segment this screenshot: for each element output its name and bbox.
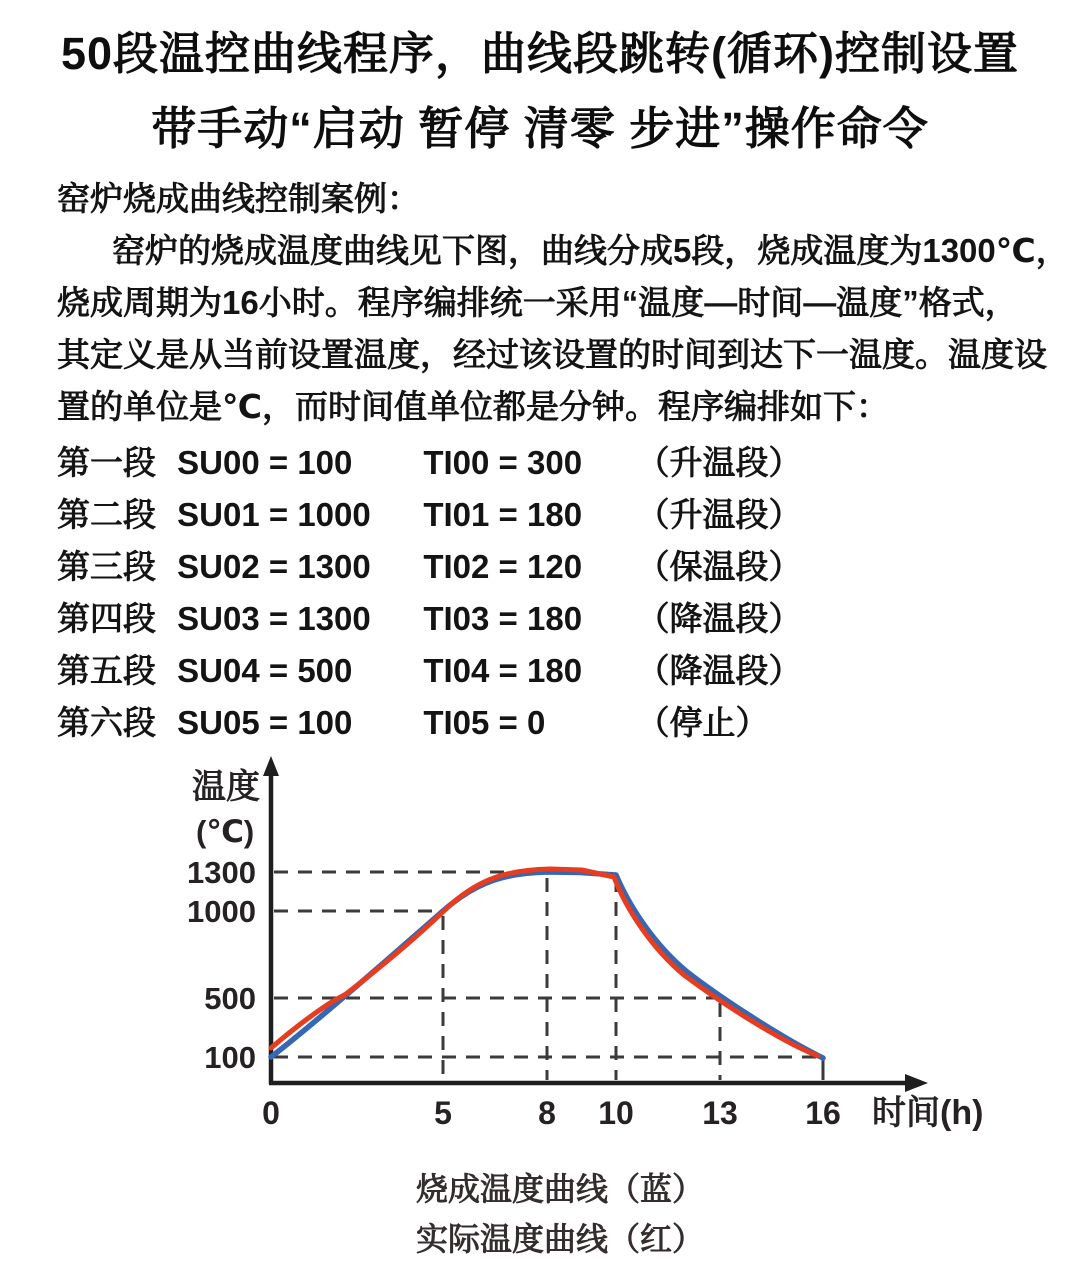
segment-label: 第六段 xyxy=(57,704,156,741)
xtick-0: 0 xyxy=(262,1095,280,1131)
program-line-3 xyxy=(57,541,1050,593)
intro-line: 置的单位是℃，而时间值单位都是分钟。程序编排如下： xyxy=(57,388,889,425)
y-axis-arrow-icon xyxy=(263,756,279,776)
legend-set-curve: 烧成温度曲线（蓝） xyxy=(415,1171,704,1207)
intro-line: 窑炉的烧成温度曲线见下图，曲线分成5段，烧成温度为1300℃， xyxy=(112,232,1069,269)
program-listing xyxy=(57,437,1050,749)
su-value: SU02 = 1300 xyxy=(177,548,371,585)
ytick-1000: 1000 xyxy=(187,894,256,929)
title-line-1: 50段温控曲线程序，曲线段跳转(循环)控制设置 xyxy=(60,28,1020,79)
ti-value: TI03 = 180 xyxy=(423,600,583,637)
ytick-500: 500 xyxy=(204,981,256,1016)
ti-value: TI05 = 0 xyxy=(423,704,546,741)
intro-line: 其定义是从当前设置温度，经过该设置的时间到达下一温度。温度设 xyxy=(57,336,1047,373)
chart-legend xyxy=(20,1164,1080,1264)
program-line-6 xyxy=(57,697,1050,749)
ti-value: TI00 = 300 xyxy=(423,444,583,481)
segment-label: 第四段 xyxy=(57,600,156,637)
intro-heading: 窑炉烧成曲线控制案例： xyxy=(57,180,420,217)
actual-temperature-curve xyxy=(271,869,818,1056)
xtick-13: 13 xyxy=(702,1095,738,1131)
su-value: SU00 = 100 xyxy=(177,444,353,481)
segment-note: （降温段） xyxy=(636,600,802,637)
page-title xyxy=(0,16,1080,166)
ytick-100: 100 xyxy=(204,1040,256,1075)
segment-label: 第三段 xyxy=(57,548,156,585)
segment-note: （降温段） xyxy=(636,652,802,689)
xtick-16: 16 xyxy=(805,1095,841,1131)
y-axis-unit-label: (℃) xyxy=(196,814,255,849)
x-axis-label: 时间(h) xyxy=(872,1094,984,1132)
ytick-1300: 1300 xyxy=(187,855,256,890)
xtick-5: 5 xyxy=(434,1095,452,1131)
segment-note: （保温段） xyxy=(636,548,802,585)
program-line-1 xyxy=(57,437,1050,489)
segment-label: 第五段 xyxy=(57,652,156,689)
segment-label: 第一段 xyxy=(57,444,156,481)
ti-value: TI01 = 180 xyxy=(423,496,583,533)
x-axis-arrow-icon xyxy=(905,1074,928,1092)
xtick-8: 8 xyxy=(538,1095,556,1131)
segment-note: （停止） xyxy=(636,704,769,741)
su-value: SU04 = 500 xyxy=(177,652,353,689)
legend-actual-curve: 实际温度曲线（红） xyxy=(415,1221,704,1257)
temperature-curve-chart xyxy=(150,748,1030,1148)
segment-label: 第二段 xyxy=(57,496,156,533)
title-line-2: 带手动“启动 暂停 清零 步进”操作命令 xyxy=(151,103,929,154)
program-line-2 xyxy=(57,489,1050,541)
ti-value: TI04 = 180 xyxy=(423,652,583,689)
segment-note: （升温段） xyxy=(636,496,802,533)
program-line-4 xyxy=(57,593,1050,645)
intro-line: 烧成周期为16小时。程序编排统一采用“温度—时间—温度”格式， xyxy=(57,284,1018,321)
program-line-5 xyxy=(57,645,1050,697)
y-axis-label: 温度 xyxy=(192,768,260,806)
ti-value: TI02 = 120 xyxy=(423,548,583,585)
xtick-10: 10 xyxy=(598,1095,634,1131)
su-value: SU05 = 100 xyxy=(177,704,353,741)
su-value: SU01 = 1000 xyxy=(177,496,371,533)
su-value: SU03 = 1300 xyxy=(177,600,371,637)
intro-section xyxy=(57,173,1069,433)
segment-note: （升温段） xyxy=(636,444,802,481)
